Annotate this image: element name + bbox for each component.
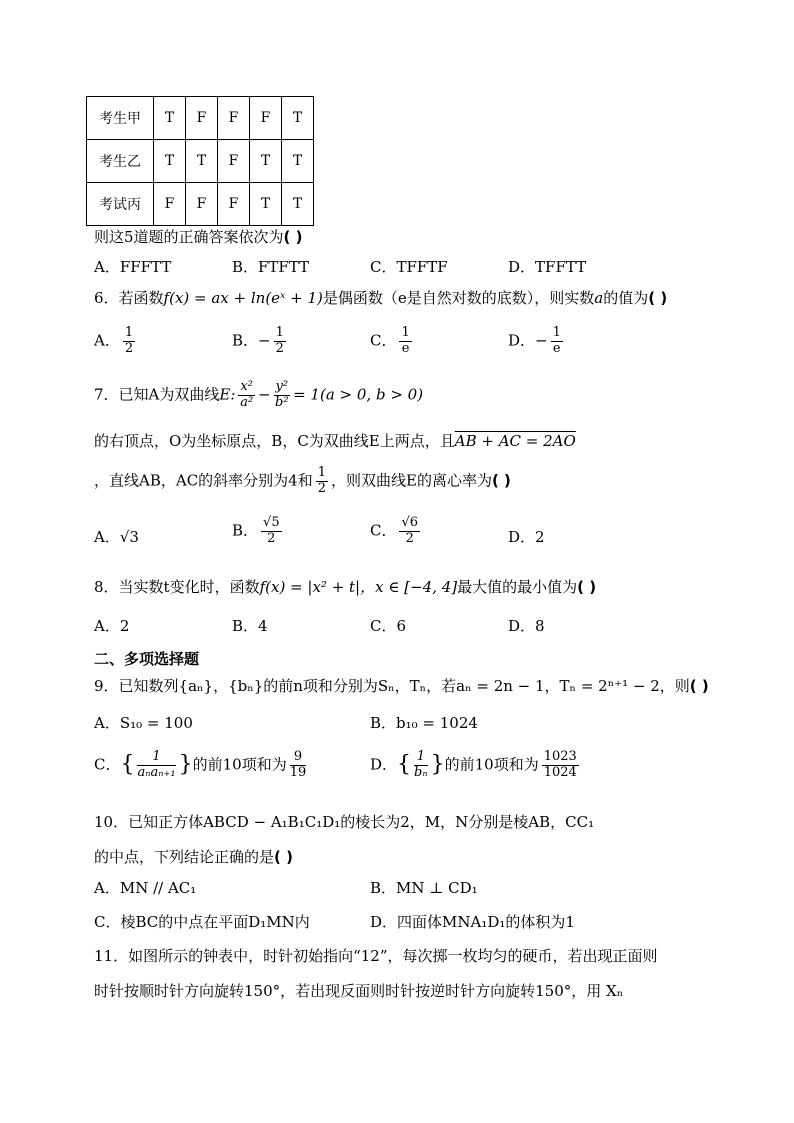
option-label: D．: [508, 528, 536, 546]
option-label: B．: [232, 331, 259, 350]
table-row: [87, 140, 314, 183]
table-cell: T: [250, 183, 282, 226]
table-row-label: 考生乙: [87, 140, 154, 183]
table-row: [87, 97, 314, 140]
q8-domain: ，x ∈ [−4, 4]: [360, 578, 458, 596]
q8-function: f(x) = |x² + t|: [259, 578, 361, 596]
sign: −: [535, 331, 548, 350]
denominator: 2: [405, 530, 414, 546]
q6-var: a: [594, 289, 604, 307]
q8-option-a: A．2: [94, 617, 130, 635]
q10-stem-line2: [94, 848, 293, 866]
q6-tail: 的值为: [603, 289, 649, 307]
q8-tail: 最大值的最小值为: [457, 578, 578, 596]
denominator: e: [552, 340, 561, 356]
fraction: [290, 750, 307, 781]
q7-text: 7．已知A为双曲线: [94, 385, 220, 404]
option-label: D．: [370, 755, 398, 774]
option-text: 的前10项和为: [192, 755, 287, 774]
q10-text: 的中点，下列结论正确的是: [94, 848, 275, 866]
q7-option-b: [232, 516, 285, 547]
q10-option-c: C．棱BC的中点在平面D₁MN内: [94, 913, 310, 931]
answer-paren: ( ): [648, 289, 668, 307]
answer-paren: ( ): [283, 228, 303, 246]
fraction: [238, 380, 255, 411]
table-cell: T: [154, 97, 186, 140]
denominator: 2: [317, 480, 326, 496]
denominator: b²: [275, 394, 289, 410]
fraction: [137, 750, 175, 781]
q6-number: 6．若函数: [94, 289, 164, 307]
option-value: 2: [535, 528, 545, 546]
fraction: [261, 516, 282, 547]
fraction: [399, 326, 411, 357]
q7-stem-line3: [94, 466, 511, 497]
q6-option-a: [94, 326, 138, 357]
q7-stem-line2: [94, 432, 576, 450]
option-text: 的前10项和为: [444, 755, 539, 774]
table-cell: T: [154, 140, 186, 183]
q10-option-a: A．MN // AC₁: [94, 879, 197, 897]
option-label: B．: [232, 521, 259, 540]
table-row: [87, 183, 314, 226]
table-cell: F: [218, 97, 250, 140]
q7-option-c: [370, 516, 423, 547]
answer-paren: ( ): [491, 471, 511, 490]
table-cell: T: [186, 140, 218, 183]
q7-text: ，则双曲线E的离心率为: [331, 471, 492, 490]
option-label: D．: [508, 331, 536, 350]
q5-option-b: B．FTFTT: [232, 258, 310, 276]
equation-rhs: = 1(a > 0, b > 0): [293, 385, 424, 404]
q6-function: f(x) = ax + ln(eˣ + 1): [163, 289, 323, 307]
table-cell: T: [282, 183, 314, 226]
numerator: √5: [263, 515, 280, 530]
option-label: C．: [370, 331, 397, 350]
answer-paren: ( ): [689, 677, 709, 695]
q5-option-a: A．FFFTT: [94, 258, 172, 276]
table-cell: T: [250, 140, 282, 183]
answer-table: [86, 96, 314, 226]
numerator: 1: [124, 325, 134, 340]
q6-stem: [94, 289, 667, 307]
q8-option-c: C．6: [370, 617, 407, 635]
q8-text: 8．当实数t变化时，函数: [94, 578, 260, 596]
denominator: 2: [275, 340, 284, 356]
q7-option-d: [508, 528, 545, 546]
left-brace: {: [120, 752, 135, 778]
right-brace: }: [430, 752, 445, 778]
numerator: 9: [290, 750, 307, 766]
left-brace: {: [397, 752, 412, 778]
table-cell: F: [250, 97, 282, 140]
answer-paren: ( ): [274, 848, 293, 866]
table-cell: T: [282, 97, 314, 140]
table-cell: F: [218, 183, 250, 226]
table-row-label: 考试丙: [87, 183, 154, 226]
q10-option-b: B．MN ⊥ CD₁: [370, 879, 478, 897]
fraction: [274, 380, 291, 411]
denominator: aₙaₙ₊₁: [137, 764, 176, 780]
section-heading: 二、多项选择题: [94, 650, 200, 668]
q5-stem: [94, 228, 302, 246]
q10-stem-line1: 10．已知正方体ABCD − A₁B₁C₁D₁的棱长为2，M，N分别是棱AB，CC₁: [94, 813, 595, 831]
vector-equation: AB + AC = 2AO: [454, 432, 576, 450]
option-label: A．: [94, 331, 120, 350]
table-cell: T: [282, 140, 314, 183]
table-cell: F: [154, 183, 186, 226]
q9-option-a: A．S₁₀ = 100: [94, 714, 193, 732]
fraction: [316, 466, 328, 497]
table-row-label: 考生甲: [87, 97, 154, 140]
right-brace: }: [178, 752, 193, 778]
q7-text: 的右顶点，O为坐标原点，B，C为双曲线E上两点，且: [94, 432, 455, 450]
option-label: A．: [94, 528, 120, 546]
denominator: bₙ: [414, 764, 428, 780]
q9-text: 9．已知数列{aₙ}，{bₙ}的前n项和分别为Sₙ，Tₙ，若aₙ = 2n − 1，Tₙ = 2ⁿ⁺¹ − 2，则: [94, 677, 690, 695]
q9-stem: [94, 677, 709, 695]
denominator: a²: [240, 394, 254, 410]
hyperbola-name: E:: [219, 385, 236, 404]
q7-stem-line1: 7．已知A为双曲线E: $\frac{\text{x²}}{\text{a²}}$ − $\frac{\text{y²}}{\text{b²}}$ = 1(a > 0, b > 0): [94, 379, 424, 410]
q6-option-d: [508, 326, 566, 357]
q10-option-d: D．四面体MNA₁D₁的体积为1: [370, 913, 575, 931]
table-cell: F: [186, 183, 218, 226]
table-cell: F: [218, 140, 250, 183]
q8-stem: [94, 578, 596, 596]
q7-option-a: [94, 528, 139, 546]
q9-option-c: [94, 750, 309, 781]
fraction: [551, 326, 563, 357]
q6-option-c: [370, 326, 415, 357]
numerator: y²: [275, 379, 289, 394]
numerator: 1: [275, 325, 284, 340]
q11-stem-line2: 时针按顺时针方向旋转150°，若出现反面则时针按逆时针方向旋转150°，用 Xₙ: [94, 982, 624, 1000]
denominator: 2: [267, 530, 276, 546]
q9-option-b: B．b₁₀ = 1024: [370, 714, 478, 732]
q11-stem-line1: 11．如图所示的钟表中，时针初始指向“12”，每次掷一枚均匀的硬币，若出现正面则: [94, 947, 658, 965]
fraction: [414, 750, 428, 781]
fraction: [274, 326, 286, 357]
answer-paren: ( ): [577, 578, 597, 596]
q6-text: 是偶函数（e是自然对数的底数），则实数: [322, 289, 595, 307]
denominator: 1024: [543, 764, 577, 780]
numerator: 1: [414, 750, 428, 766]
numerator: 1023: [543, 749, 577, 764]
q8-option-d: D．8: [508, 617, 545, 635]
q5-option-c: C．TFFTF: [370, 258, 448, 276]
numerator: 1: [401, 325, 410, 340]
denominator: 2: [124, 340, 134, 356]
fraction: [123, 326, 135, 357]
q9-option-d: [370, 750, 582, 781]
fraction: [542, 750, 579, 781]
numerator: x²: [240, 379, 253, 394]
numerator: 1: [317, 465, 326, 480]
q5-option-d: D．TFFTT: [508, 258, 587, 276]
sign: −: [258, 331, 271, 350]
option-label: C．: [94, 755, 121, 774]
numerator: 1: [137, 750, 175, 766]
q6-option-b: [232, 326, 289, 357]
denominator: 19: [289, 764, 307, 780]
q5-stem-text: 则这5道题的正确答案依次为: [94, 228, 284, 246]
denominator: e: [401, 340, 410, 356]
numerator: √6: [401, 515, 419, 530]
option-label: C．: [370, 521, 397, 540]
numerator: 1: [552, 325, 561, 340]
table-cell: F: [186, 97, 218, 140]
q7-text: ，直线AB，AC的斜率分别为4和: [94, 471, 313, 490]
q8-option-b: B．4: [232, 617, 268, 635]
fraction: [399, 516, 420, 547]
option-value: √3: [119, 528, 139, 546]
